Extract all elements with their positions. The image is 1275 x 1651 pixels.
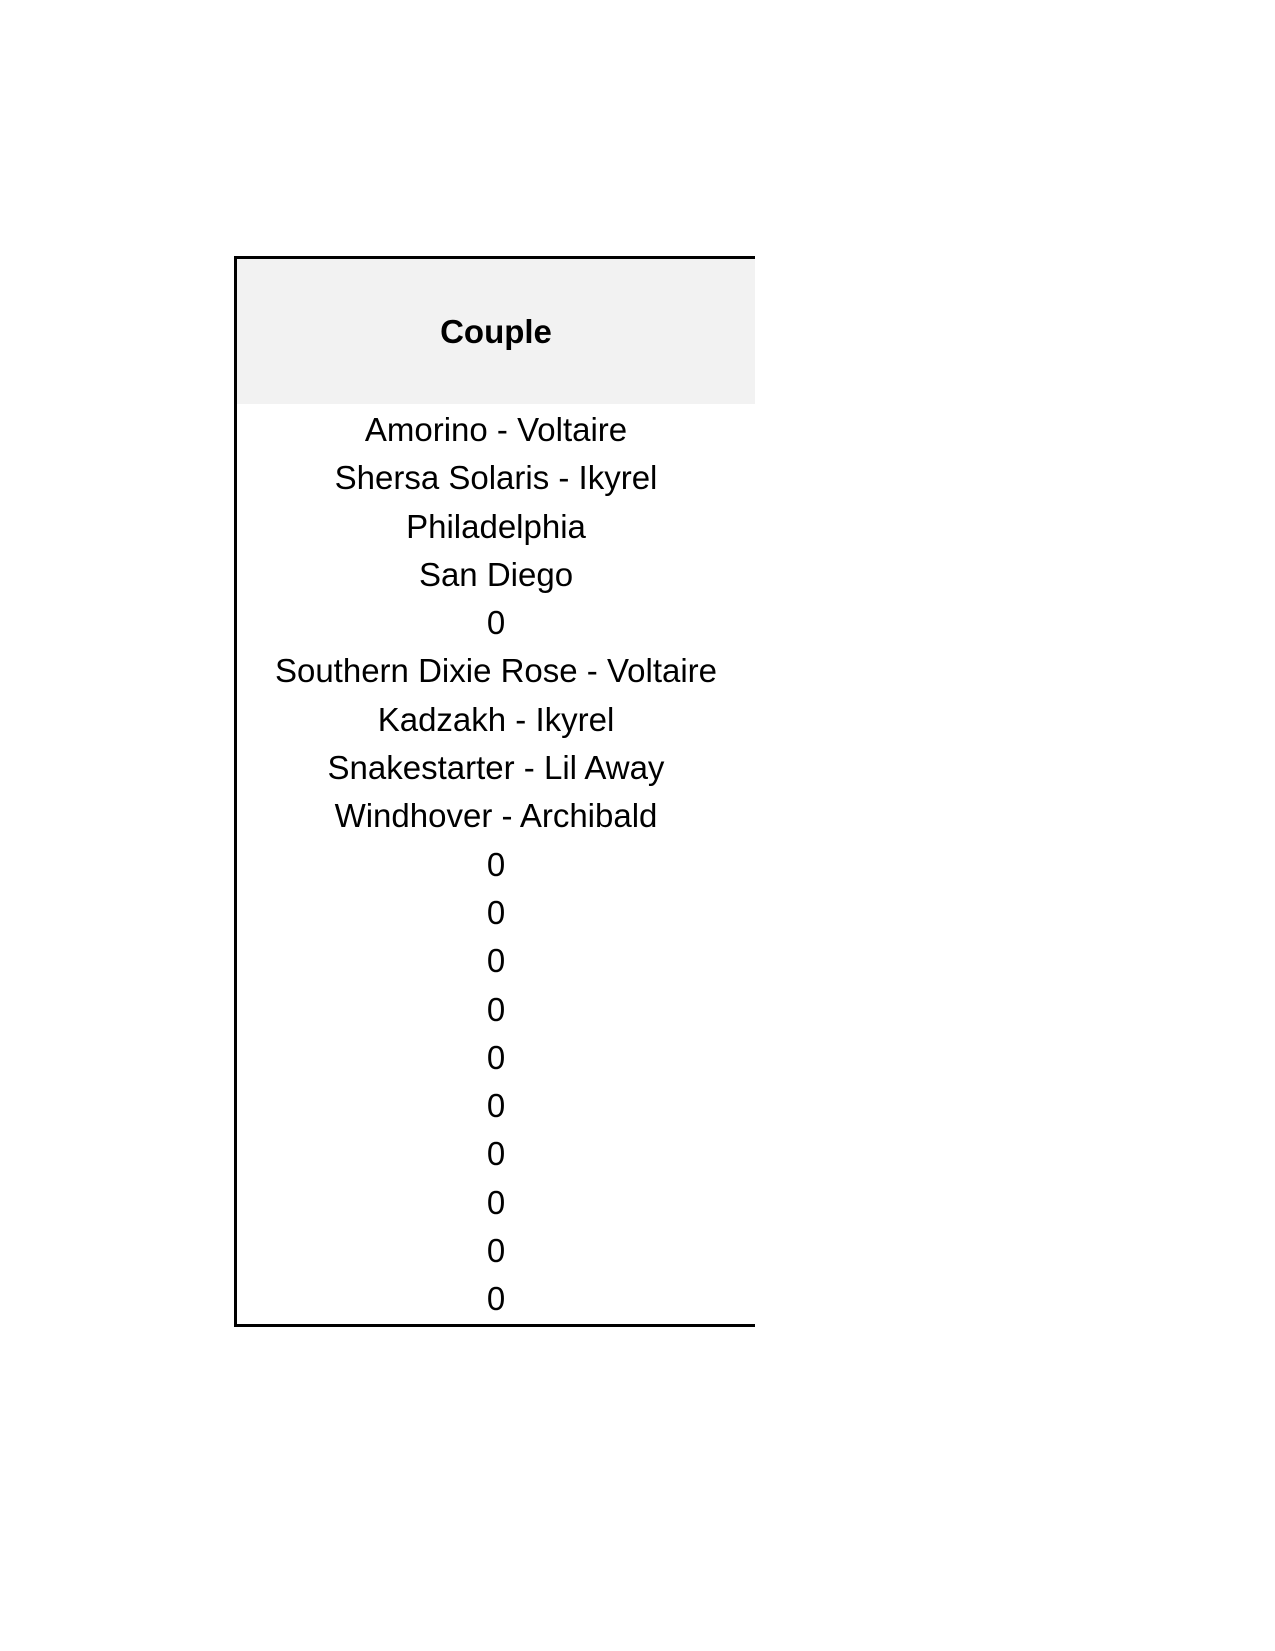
table-body xyxy=(237,404,755,1324)
table-row: San Diego xyxy=(418,555,574,593)
table-row: Windhover - Archibald xyxy=(334,797,658,835)
table-row: Amorino - Voltaire xyxy=(364,411,628,448)
table-row: 0 xyxy=(486,893,506,931)
table-row: Snakestarter - Lil Away xyxy=(327,749,665,787)
table-row: Shersa Solaris - Ikyrel xyxy=(334,459,658,497)
table-row: Southern Dixie Rose - Voltaire xyxy=(274,652,718,690)
table-row: Kadzakh - Ikyrel xyxy=(377,700,615,738)
table-row: 0 xyxy=(486,1183,506,1221)
table-row: 0 xyxy=(486,604,506,642)
table-row: 0 xyxy=(486,1232,506,1270)
table-row: 0 xyxy=(486,1038,506,1076)
table-row: 0 xyxy=(486,990,506,1028)
table-row: 0 xyxy=(486,1135,506,1173)
table-row: 0 xyxy=(486,1280,506,1318)
table-row: 0 xyxy=(486,942,506,980)
table-row: 0 xyxy=(486,845,506,883)
couple-table xyxy=(234,256,755,1327)
table-row: Philadelphia xyxy=(406,507,586,545)
table-row: 0 xyxy=(486,1087,506,1125)
column-header-couple: Couple xyxy=(237,259,755,404)
